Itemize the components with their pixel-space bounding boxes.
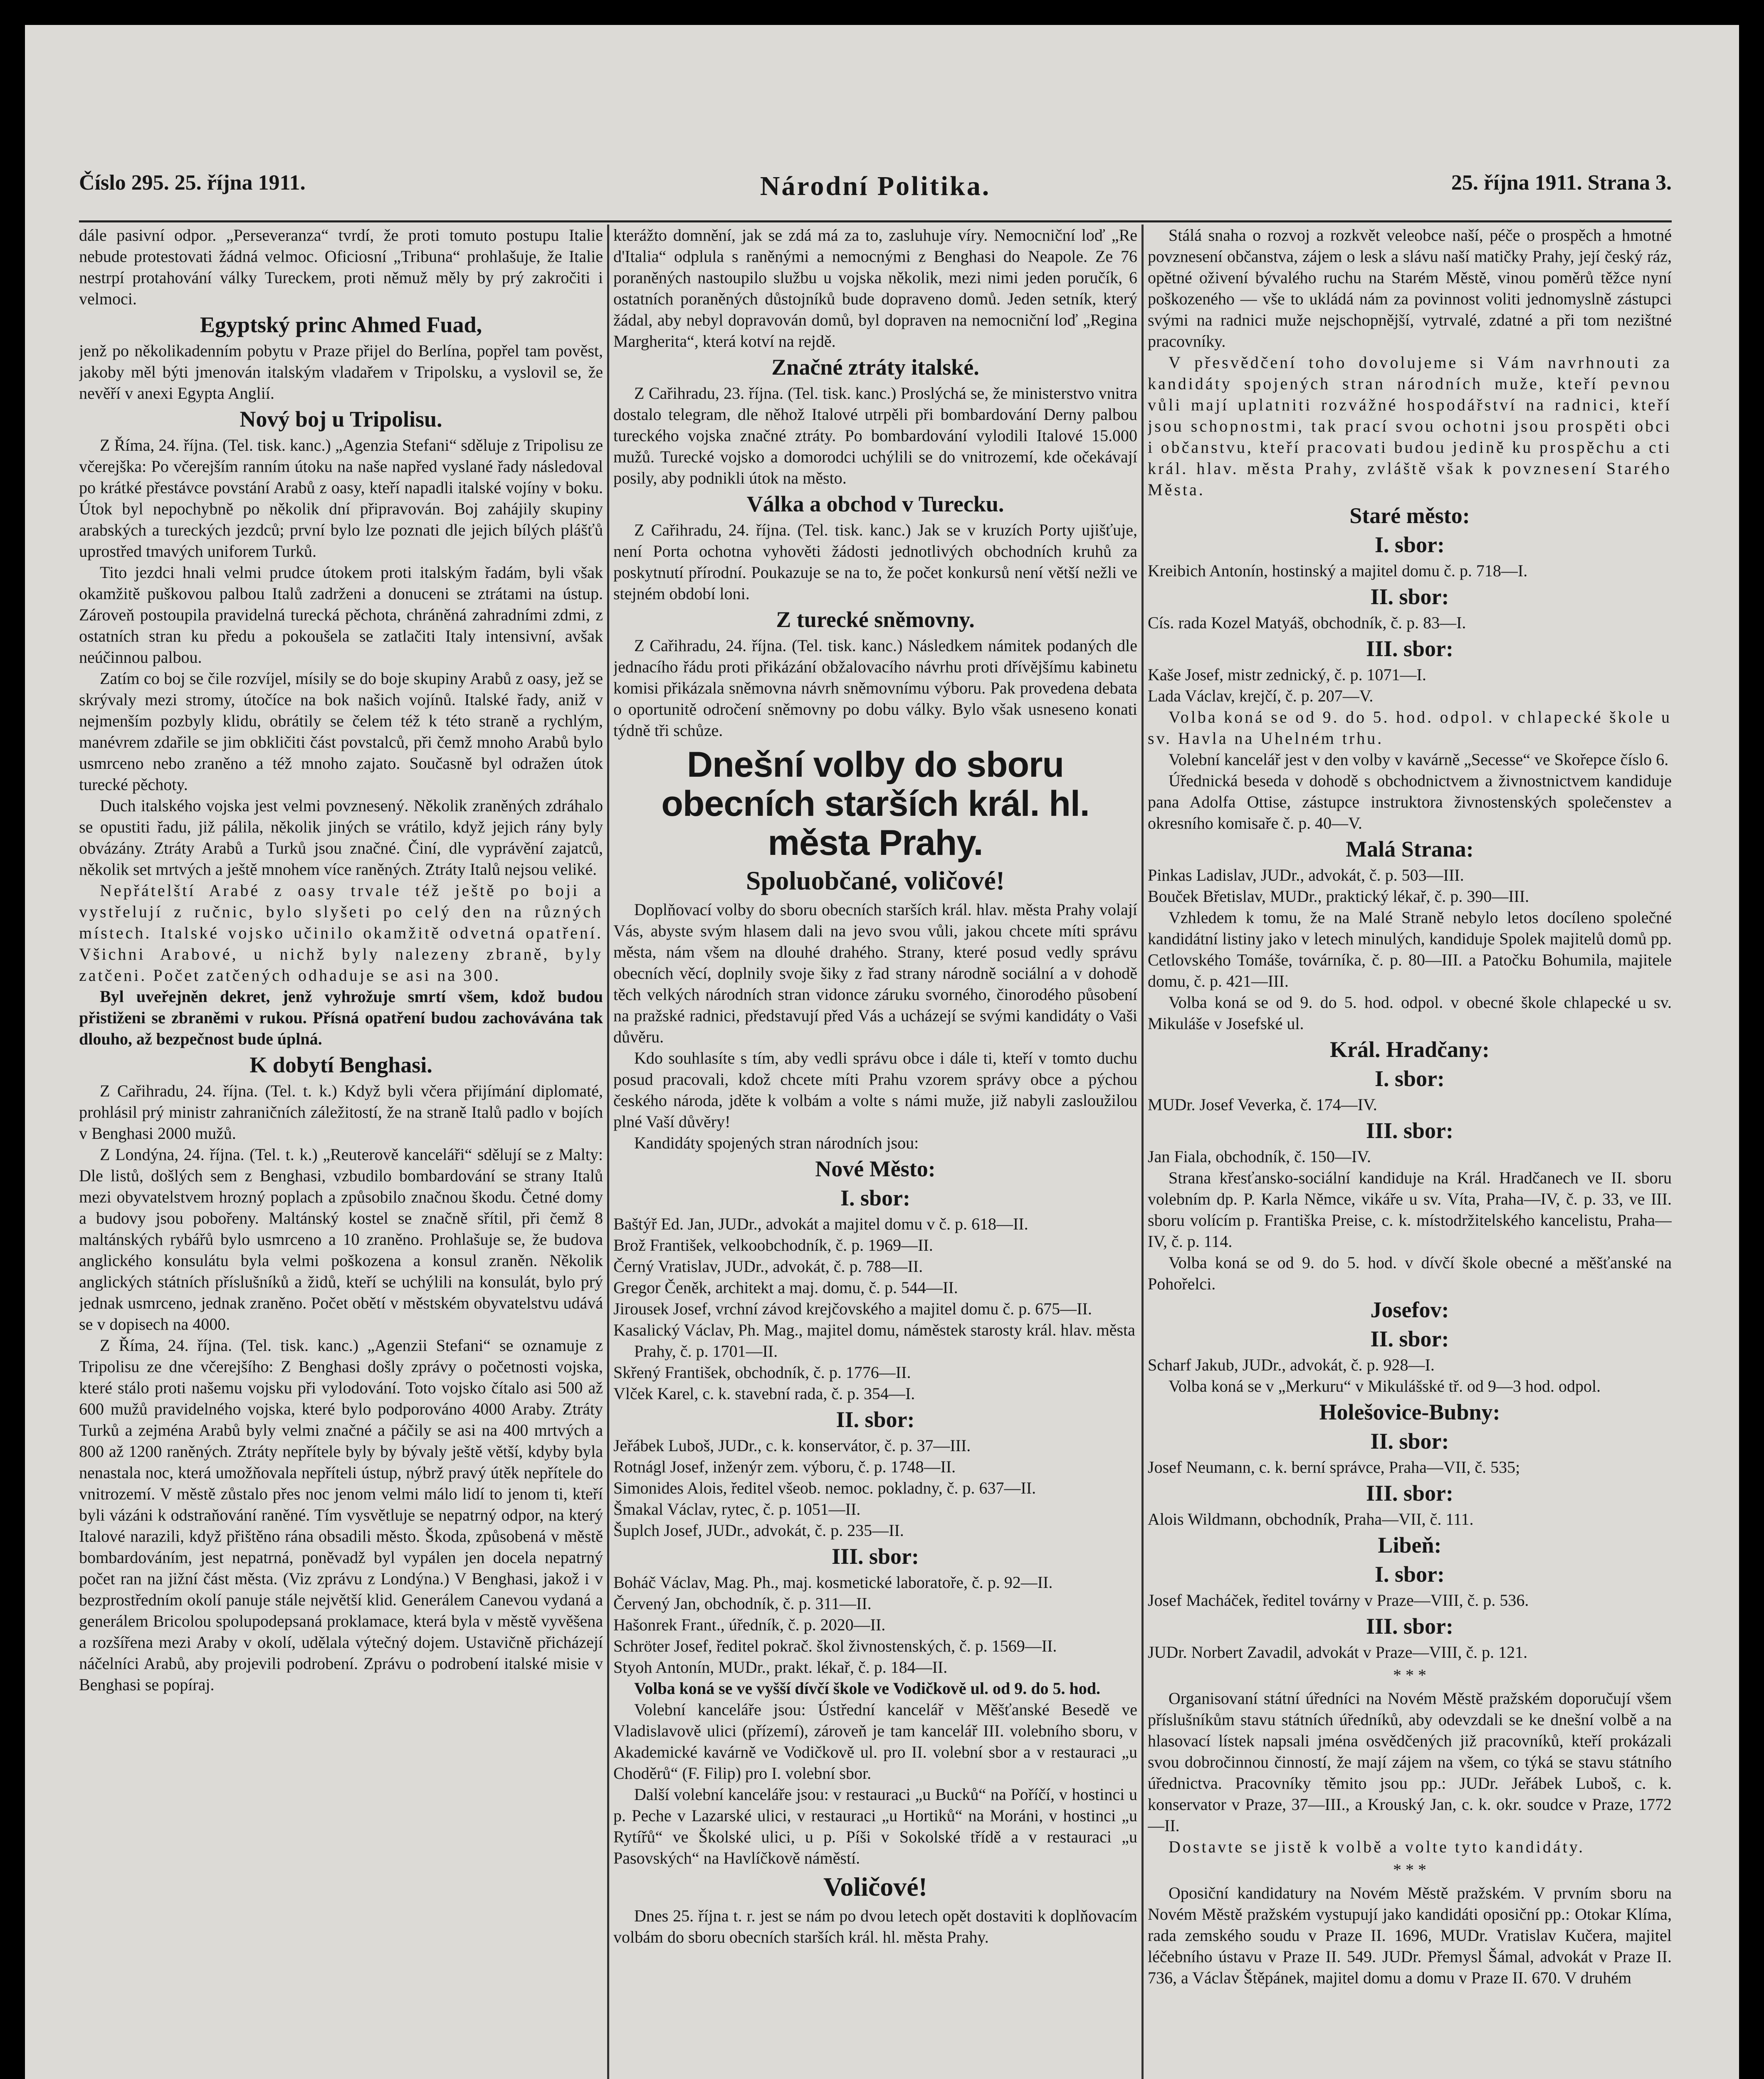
candidate-entry: JUDr. Norbert Zavadil, advokát v Praze—VIII, č. p. 121. xyxy=(1148,1643,1528,1662)
candidate-entry: Baštýř Ed. Jan, JUDr., advokát a majitel domu v č. p. 618—II. xyxy=(613,1215,1028,1233)
sbor-heading: III. sbor: xyxy=(1366,636,1454,661)
article-text: kterážto domnění, jak se zdá má za to, zasluhuje víry. Nemocniční loď „Re d'Italia“ odplula s raněnými a nemocnými z Benghasi do Neapole. Ze 76 poraněných nastoupilo službu u vojska několik, mezi nimi jeden poručík, 6 ostatních poraněných důstojníků bude dopraveno domů. Jeden setník, který žádal, aby nebyl dopravován domů, byl dopraven na nemocniční loď „Regina Margherita“, která kotví na rejdě. xyxy=(613,226,1137,351)
candidate-entry: Šuplch Josef, JUDr., advokát, č. p. 235—II. xyxy=(613,1521,904,1540)
article-text: Oposiční kandidatury na Novém Městě pražském. V prvním sboru na Novém Městě pražském vystupují jako kandidáti oposiční pp.: Otokar Klíma, rada zemského soudu v Praze II. 1696, MUDr. Vratislav Kučera, majitel léčebního ústavu v Praze II. 549. JUDr. Přemysl Šámal, advokát v Praze II. 736, a Václav Štěpánek, majitel domu a domu v Praze II. 670. V druhém xyxy=(1148,1884,1672,1987)
candidate-entry: Kasalický Václav, Ph. Mag., majitel domu, náměstek starosty král. hlav. města Prahy, č. p. 1701—II. xyxy=(613,1321,1135,1360)
candidate-entry: Červený Jan, obchodník, č. p. 311—II. xyxy=(613,1594,872,1613)
article-heading: Egyptský princ Ahmed Fuad, xyxy=(200,312,482,337)
candidate-entry: Brož František, velkoobchodník, č. p. 1969—II. xyxy=(613,1236,933,1254)
candidate-entry: Kreibich Antonín, hostinský a majitel domu č. p. 718—I. xyxy=(1148,561,1528,580)
district-heading: Malá Strana: xyxy=(1346,837,1474,862)
sbor-heading: II. sbor: xyxy=(836,1407,915,1432)
district-heading: Nové Město: xyxy=(815,1156,936,1181)
article-text: Další volební kanceláře jsou: v restauraci „u Bucků“ na Poříčí, v hostinci u p. Peche v Lazarské ulici, v restauraci „u Hortiků“ na Moráni, v hostinci „u Rytířů“ ve Školské ulici, u p. Píši v Sokolské třídě a v restauraci „u Pasovských“ na Havlíčkově náměstí. xyxy=(613,1785,1137,1867)
candidate-entry: Alois Wildmann, obchodník, Praha—VII, č. 111. xyxy=(1148,1510,1474,1528)
candidate-entry: Scharf Jakub, JUDr., advokát, č. p. 928—I. xyxy=(1148,1356,1435,1374)
candidate-entry: Pinkas Ladislav, JUDr., advokát, č. p. 503—III. xyxy=(1148,866,1464,884)
article-text: Strana křesťansko-sociální kandiduje na Král. Hradčanech ve II. sboru volebním dp. P. Karla Němce, vikáře u sv. Víta, Praha—IV, č. p. 33, ve III. sboru volícím p. Františka Preise, c. k. místodržitelského kancelistu, Praha—IV, č. p. 114. xyxy=(1148,1168,1672,1251)
article-text: Volba koná se od 9. do 5. hod. v dívčí škole obecné a měšťanské na Pohořelci. xyxy=(1148,1253,1672,1293)
article-text: Zatím co boj se čile rozvíjel, mísily se do boje skupiny Arabů z oasy, jež se skrývaly mezi stromy, útočíce na bok našich vojínů. Italské řady, aniž v nejmenším pozbyly klidu, obrátily se čelem též k této straně a rychlým, manévrem zdařile se jim obkličiti část povstalců, při čemž mnoho Arabů bylo usmrceno nebo zraněno a též mnoho zajato. Současně byl odražen útok turecké pěchoty. xyxy=(79,669,603,794)
column-3 xyxy=(1148,225,1672,2079)
sbor-heading: I. sbor: xyxy=(1374,1562,1445,1587)
article-text: Z Říma, 24. října. (Tel. tisk. kanc.) „Agenzia Stefani“ sděluje z Tripolisu ze včerejška: Po včerejším ranním útoku na naše napřed vyslané řady následoval po krátké přestávce povstání Arabů z oasy, kteří napadli italské vojíny v boku. Útok byl nepochybně po několik dní připravován. Boj zahájily skupiny arabských a tureckých jezdců; první bylo lze poznati dle jejich bílých plášťů uprostřed tmavých uniforem Turků. xyxy=(79,436,603,560)
separator-stars: * * * xyxy=(1393,1666,1426,1684)
article-text: Tito jezdci hnali velmi prudce útokem proti italským řadám, byli však okamžitě puškovou palbou Italů zadrženi a donuceni se ztrátami na ústup. Zároveň postoupila pravidelná turecká pěchota, chráněná zahradními zdmi, z ostatních stran ku předu a pokoušela se zatlačiti Italy intensivní, avšak neúčinnou palbou. xyxy=(79,563,603,667)
article-heading: Nový boj u Tripolisu. xyxy=(240,407,442,432)
candidate-entry: Jirousek Josef, vrchní závod krejčovského a majitel domu č. p. 675—II. xyxy=(613,1299,1092,1318)
sbor-heading: I. sbor: xyxy=(1374,532,1445,557)
issue-number: Číslo 295. 25. října 1911. xyxy=(79,171,306,195)
candidate-entry: Kaše Josef, mistr zednický, č. p. 1071—I. xyxy=(1148,665,1426,684)
article-text: Úřednická beseda v dohodě s obchodnictvem a živnostnictvem kandiduje pana Adolfa Ottise, zástupce instruktora živnostenských společenstev a okresního komisaře č. p. 40—V. xyxy=(1148,771,1672,832)
candidate-entry: Cís. rada Kozel Matyáš, obchodník, č. p. 83—I. xyxy=(1148,613,1466,632)
sbor-heading: II. sbor: xyxy=(1370,1326,1449,1351)
page-header xyxy=(79,150,1672,222)
candidate-entry: Jan Fiala, obchodník, č. 150—IV. xyxy=(1148,1147,1371,1166)
election-subheading: Voličové! xyxy=(823,1872,928,1901)
candidate-entry: Šmakal Václav, rytec, č. p. 1051—II. xyxy=(613,1500,861,1519)
candidate-entry: Styoh Antonín, MUDr., prakt. lékař, č. p. 184—II. xyxy=(613,1658,948,1677)
district-heading: Josefov: xyxy=(1370,1297,1449,1322)
candidate-entry: Jeřábek Luboš, JUDr., c. k. konservátor, č. p. 37—III. xyxy=(613,1436,971,1455)
article-text: Volební kanceláře jsou: Ústřední kancelář v Měšťanské Besedě ve Vladislavově ulici (přízemí), zároveň je tam kancelář III. volebního sboru, v Akademické kavárně ve Vodičkově ul. pro II. volební sbor a v restauraci „u Choděrů“ (F. Filip) pro I. volební sbor. xyxy=(613,1700,1137,1783)
column-2 xyxy=(613,225,1137,2079)
candidate-entry: Lada Václav, krejčí, č. p. 207—V. xyxy=(1148,686,1374,705)
article-text: Kdo souhlasíte s tím, aby vedli správu obce i dále ti, kteří v tomto duchu posud pracovali, kdož chcete míti Prahu vzorem správy obce a pýchou českého národa, jděte k volbám a volte s námi muže, již nabyli zasloužilou plné Vaší důvěry! xyxy=(613,1049,1137,1131)
article-text: V přesvědčení toho dovolujeme si Vám navrhnouti za kandidáty spojených stran národních muže, kteří pevnou vůli mají uplatniti rozvážné hospodářství na radnici, kteří jsou schopnostmi, tak prací svou ochotni jsou prospěti obci i občanstvu, kteří pracovati budou jedině ku prospěchu a cti král. hlav. města Prahy, zvláště však k povznesení Starého Města. xyxy=(1148,353,1672,499)
article-text: Organisovaní státní úředníci na Novém Městě pražském doporučují všem příslušníkům stavu státních úředníků, aby odevzdali se ke dnešní volbě a na hlasovací lístek napsali jména osvědčených již pracovníků, kteří prokázali svou dobročinnou činností, že mají zájem na všem, co týká se stavu státního úřednictva. Pracovníky těmito jsou pp.: JUDr. Jeřábek Luboš, c. k. konservator v Praze, 37—III., a Krouský Jan, c. k. okr. soudce v Praze, 1772—II. xyxy=(1148,1689,1672,1835)
sbor-heading: I. sbor: xyxy=(840,1185,910,1210)
article-text: Volba koná se od 9. do 5. hod. odpol. v obecné škole chlapecké u sv. Mikuláše v Josefské ul. xyxy=(1148,993,1672,1033)
district-heading: Staré město: xyxy=(1349,503,1470,528)
article-heading: Válka a obchod v Turecku. xyxy=(746,491,1004,516)
newspaper-page xyxy=(25,25,1739,2079)
article-text: Dnes 25. října t. r. jest se nám po dvou letech opět dostaviti k doplňovacím volbám do sboru obecních starších král. hl. města Prahy. xyxy=(613,1906,1137,1946)
separator-stars: * * * xyxy=(1393,1860,1426,1879)
article-text: Z Cařihradu, 24. října. (Tel. t. k.) Když byli včera přijímání diplomaté, prohlásil prý ministr zahraničních záležitostí, že na straně Italů padlo v bojích v Benghasi 2000 mužů. xyxy=(79,1081,603,1143)
candidate-entry: Schröter Josef, ředitel pokrač. škol živnostenských, č. p. 1569—II. xyxy=(613,1637,1057,1655)
district-heading: Libeň: xyxy=(1378,1533,1442,1558)
candidate-entry: Vlček Karel, c. k. stavební rada, č. p. 354—I. xyxy=(613,1384,915,1403)
article-heading: Značné ztráty italské. xyxy=(771,355,979,380)
article-text: Byl uveřejněn dekret, jenž vyhrožuje smrtí všem, kdož budou přistiženi se zbraněmi v rukou. Přísná opatření budou zachovávána tak dlouho, až bezpečnost bude úplná. xyxy=(79,987,603,1048)
candidate-entry: Simonides Alois, ředitel všeob. nemoc. pokladny, č. p. 637—II. xyxy=(613,1479,1036,1497)
candidate-entry: Skřený František, obchodník, č. p. 1776—II. xyxy=(613,1363,911,1382)
sbor-heading: III. sbor: xyxy=(1366,1118,1454,1143)
article-text: Z Londýna, 24. října. (Tel. t. k.) „Reuterově kanceláři“ sdělují se z Malty: Dle listů, došlých sem z Benghasi, vzbudilo bombardování se strany Italů mezi obyvatelstvem hrozný poplach a způsobilo značnou škodu. Četné domy a budovy jsou pobořeny. Maltánský kostel se značně sřítil, při čemž 8 maltánských rybářů bylo usmrceno a 10 zraněno. Prohlašuje se, že budova anglického konsulátu byla velmi poškozena a konsul zraněn. Několik anglických státních příslušníků a židů, kteří se uchýlili na konsulát, bylo prý jednak usmrceno, jednak zraněno. Počet obětí v městském obyvatelstvu udává se v dopisech na 4000. xyxy=(79,1145,603,1333)
article-text: Volební kancelář jest v den volby v kavárně „Secesse“ ve Skořepce číslo 6. xyxy=(1169,750,1669,769)
candidate-entry: Boháč Václav, Mag. Ph., maj. kosmetické laboratoře, č. p. 92—II. xyxy=(613,1573,1053,1592)
district-heading: Král. Hradčany: xyxy=(1330,1037,1490,1062)
candidate-entry: Hašonrek Frant., úředník, č. p. 2020—II. xyxy=(613,1615,886,1634)
article-text: Nepřátelští Arabé z oasy trvale též ještě po boji a vystřelují z ručnic, bylo slyšeti po celý den na různých místech. Italské vojsko učinilo okamžitě odvetná opatření. Všichni Arabové, u nichž byly nalezeny zbraně, byly zatčeni. Počet zatčených odhaduje se asi na 300. xyxy=(79,881,603,985)
candidate-entry: Josef Neumann, c. k. berní správce, Praha—VII, č. 535; xyxy=(1148,1458,1520,1477)
column-divider xyxy=(1141,225,1144,2079)
masthead-title: Národní Politika. xyxy=(760,171,991,201)
article-heading: Z turecké sněmovny. xyxy=(776,607,975,632)
article-text: Duch italského vojska jest velmi povznesený. Několik zraněných zdráhalo se opustiti řadu, již pálila, několik jiných se vrátilo, když jejich rány byly obvázány. Ztráty Arabů a Turků jsou značné. Činí, dle vyprávění zajatců, několik set mrtvých a ještě mnohem více raněných. Ztráty Italů nejsou veliké. xyxy=(79,796,603,879)
sbor-heading: III. sbor: xyxy=(1366,1614,1454,1639)
district-heading: Holešovice-Bubny: xyxy=(1319,1400,1500,1425)
article-text: Volba koná se od 9. do 5. hod. odpol. v chlapecké škole u sv. Havla na Uhelném trhu. xyxy=(1148,708,1672,748)
election-headline: Dnešní volby do sboru obecních starších král. hl. města Prahy. xyxy=(661,745,1090,863)
column-1 xyxy=(79,225,603,2079)
article-text: dále pasivní odpor. „Perseveranza“ tvrdí, že proti tomuto postupu Italie nebude protestovati žádná velmoc. Oficiosní „Tribuna“ prohlašuje, že Italie nestrpí protahování války Tureckem, proti němuž měly by prý zakročiti i velmoci. xyxy=(79,226,603,308)
page-date-number: 25. října 1911. Strana 3. xyxy=(1451,171,1672,195)
candidate-entry: Gregor Čeněk, architekt a maj. domu, č. p. 544—II. xyxy=(613,1278,958,1297)
candidate-entry: MUDr. Josef Veverka, č. 174—IV. xyxy=(1148,1095,1377,1114)
article-text: Dostavte se jistě k volbě a volte tyto kandidáty. xyxy=(1169,1837,1585,1856)
article-text: Kandidáty spojených stran národních jsou: xyxy=(634,1133,919,1152)
article-text: Z Cařihradu, 23. října. (Tel. tisk. kanc.) Proslýchá se, že ministerstvo vnitra dostalo telegram, dle něhož Italové utrpěli při bombardování Derny palbou tureckého vojska značné ztráty. Po bombardování vylodili Italové 15.000 mužů. Turecké vojsko a domorodci uchýlili se do vnitrozemí, kde očekávají posily, aby podnikli útok na město. xyxy=(613,384,1137,487)
article-text: Volba koná se ve vyšší dívčí škole ve Vodičkově ul. od 9. do 5. hod. xyxy=(634,1679,1100,1698)
candidate-entry: Bouček Břetislav, MUDr., praktický lékař, č. p. 390—III. xyxy=(1148,887,1529,906)
article-text: Z Říma, 24. října. (Tel. tisk. kanc.) „Agenzii Stefani“ se oznamuje z Tripolisu ze dne včerejšího: Z Benghasi došly zprávy o početnosti vojska, které stálo proti našemu vojsku při vylodování. Toto vojsko čítalo asi 500 až 600 mužů pravidelného vojska, které bylo podporováno 4000 Araby. Ztráty Turků a zejména Arabů byly velmi značné a páčily se asi na 400 mrtvých a 800 až 1200 raněných. Ztráty nepřítele byly by bývaly ještě větší, kdyby byla nenastala noc, která umožňovala nepříteli ústup, nýbrž pravý útěk nepřítele do vnitrozemí. V městě zůstalo přes noc jenom velmi málo lidí to jenom ti, kteří byli vázáni k odstraňování raněné. Tím vysvětluje se nepatrný odpor, na který Italové narazili, když přištěno rána obsadili město. Škoda, způsobená v městě bombardováním, jest nepatrná, poněvadž byl vypálen jen docela nepatrný počet ran na jižní část města. (Viz zprávu z Londýna.) V Benghasi, jakož i v bezprostředním okolí panuje stále největší klid. Generálem Canevou vydaná a generálem Bricolou spolupodepsaná proklamace, která byla v městě vyvěšena a rozšířena mezi Araby v okolí, udělala výtečný dojem. Ustavičně přicházejí náčelníci Arabů, aby projevili podrobení. Zprávu o podrobení italské misie v Benghasi se popíraj. xyxy=(79,1336,603,1694)
election-subheading: Spoluobčané, voličové! xyxy=(746,866,1005,895)
column-divider xyxy=(607,225,609,2079)
sbor-heading: II. sbor: xyxy=(1370,1429,1449,1454)
article-text: Z Cařihradu, 24. října. (Tel. tisk. kanc.) Jak se v kruzích Porty ujišťuje, není Porta ochotna vyhověti žádosti jednotlivých obchodních kruhů za poskytnutí přírodní. Poukazuje se na to, že počet konkursů není větší nežli ve stejném období loni. xyxy=(613,521,1137,603)
article-text: Z Cařihradu, 24. října. (Tel. tisk. kanc.) Následkem námitek podaných dle jednacího řádu proti přikázání obžalovacího návrhu proti dřívějšímu kabinetu komisi přikázala sněmovna návrh sněmovnímu výboru. Pak provedena debata o oportunitě odročení sněmovny po dobu války. Bylo však usneseno konati týdně tři schůze. xyxy=(613,636,1137,740)
article-text: Stálá snaha o rozvoj a rozkvět veleobce naší, péče o prospěch a hmotné povznesení občanstva, zájem o lesk a slávu naší matičky Prahy, její český ráz, opětné oživení bývalého ruchu na Starém Městě, vinou poměrů těžce nyní poškozeného — vše to ukládá nám za povinnost voliti jednomyslně zástupci svými na radnici muže nejschopnější, vytrvalé, zdatné a při tom nezištné pracovníky. xyxy=(1148,226,1672,351)
sbor-heading: III. sbor: xyxy=(1366,1481,1454,1506)
candidate-entry: Rotnágl Josef, inženýr zem. výboru, č. p. 1748—II. xyxy=(613,1457,956,1476)
candidate-entry: Josef Macháček, ředitel továrny v Praze—VIII, č. p. 536. xyxy=(1148,1591,1529,1610)
sbor-heading: II. sbor: xyxy=(1370,584,1449,609)
article-text: Volba koná se v „Merkuru“ v Mikulášské tř. od 9—3 hod. odpol. xyxy=(1169,1377,1601,1395)
article-heading: K dobytí Benghasi. xyxy=(250,1052,432,1077)
article-text: jenž po několikadenním pobytu v Praze přijel do Berlína, popřel tam pověst, jakoby měl býti jmenován italským vladařem v Tripolsku, a vyslovil se, že nevěří v anexi Egypta Anglií. xyxy=(79,341,603,402)
sbor-heading: I. sbor: xyxy=(1374,1066,1445,1091)
article-text: Vzhledem k tomu, že na Malé Straně nebylo letos docíleno společné kandidátní listiny jako v letech minulých, kandiduje Spolek majitelů domů pp. Cetlovského Tomáše, továrníka, č. p. 80—III. a Patočku Bohumila, majitele domu, č. p. 421—III. xyxy=(1148,908,1672,990)
sbor-heading: III. sbor: xyxy=(831,1544,919,1569)
candidate-entry: Černý Vratislav, JUDr., advokát, č. p. 788—II. xyxy=(613,1257,923,1276)
article-text: Doplňovací volby do sboru obecních starších král. hlav. města Prahy volají Vás, abyste svým hlasem dali na jevo svou vůli, jakou chcete míti správu města, nám všem na dlouhé drahého. Strany, které posud vedly správu obecních věcí, doplnily svoje šiky z řad strany národně sociální a v dohodě těch velkých národních stran vidonce záruku svorného, činorodého působení na pražské radnici, představují před Vás a ucházejí se svými kandidáty o Vaši důvěru. xyxy=(613,900,1137,1046)
